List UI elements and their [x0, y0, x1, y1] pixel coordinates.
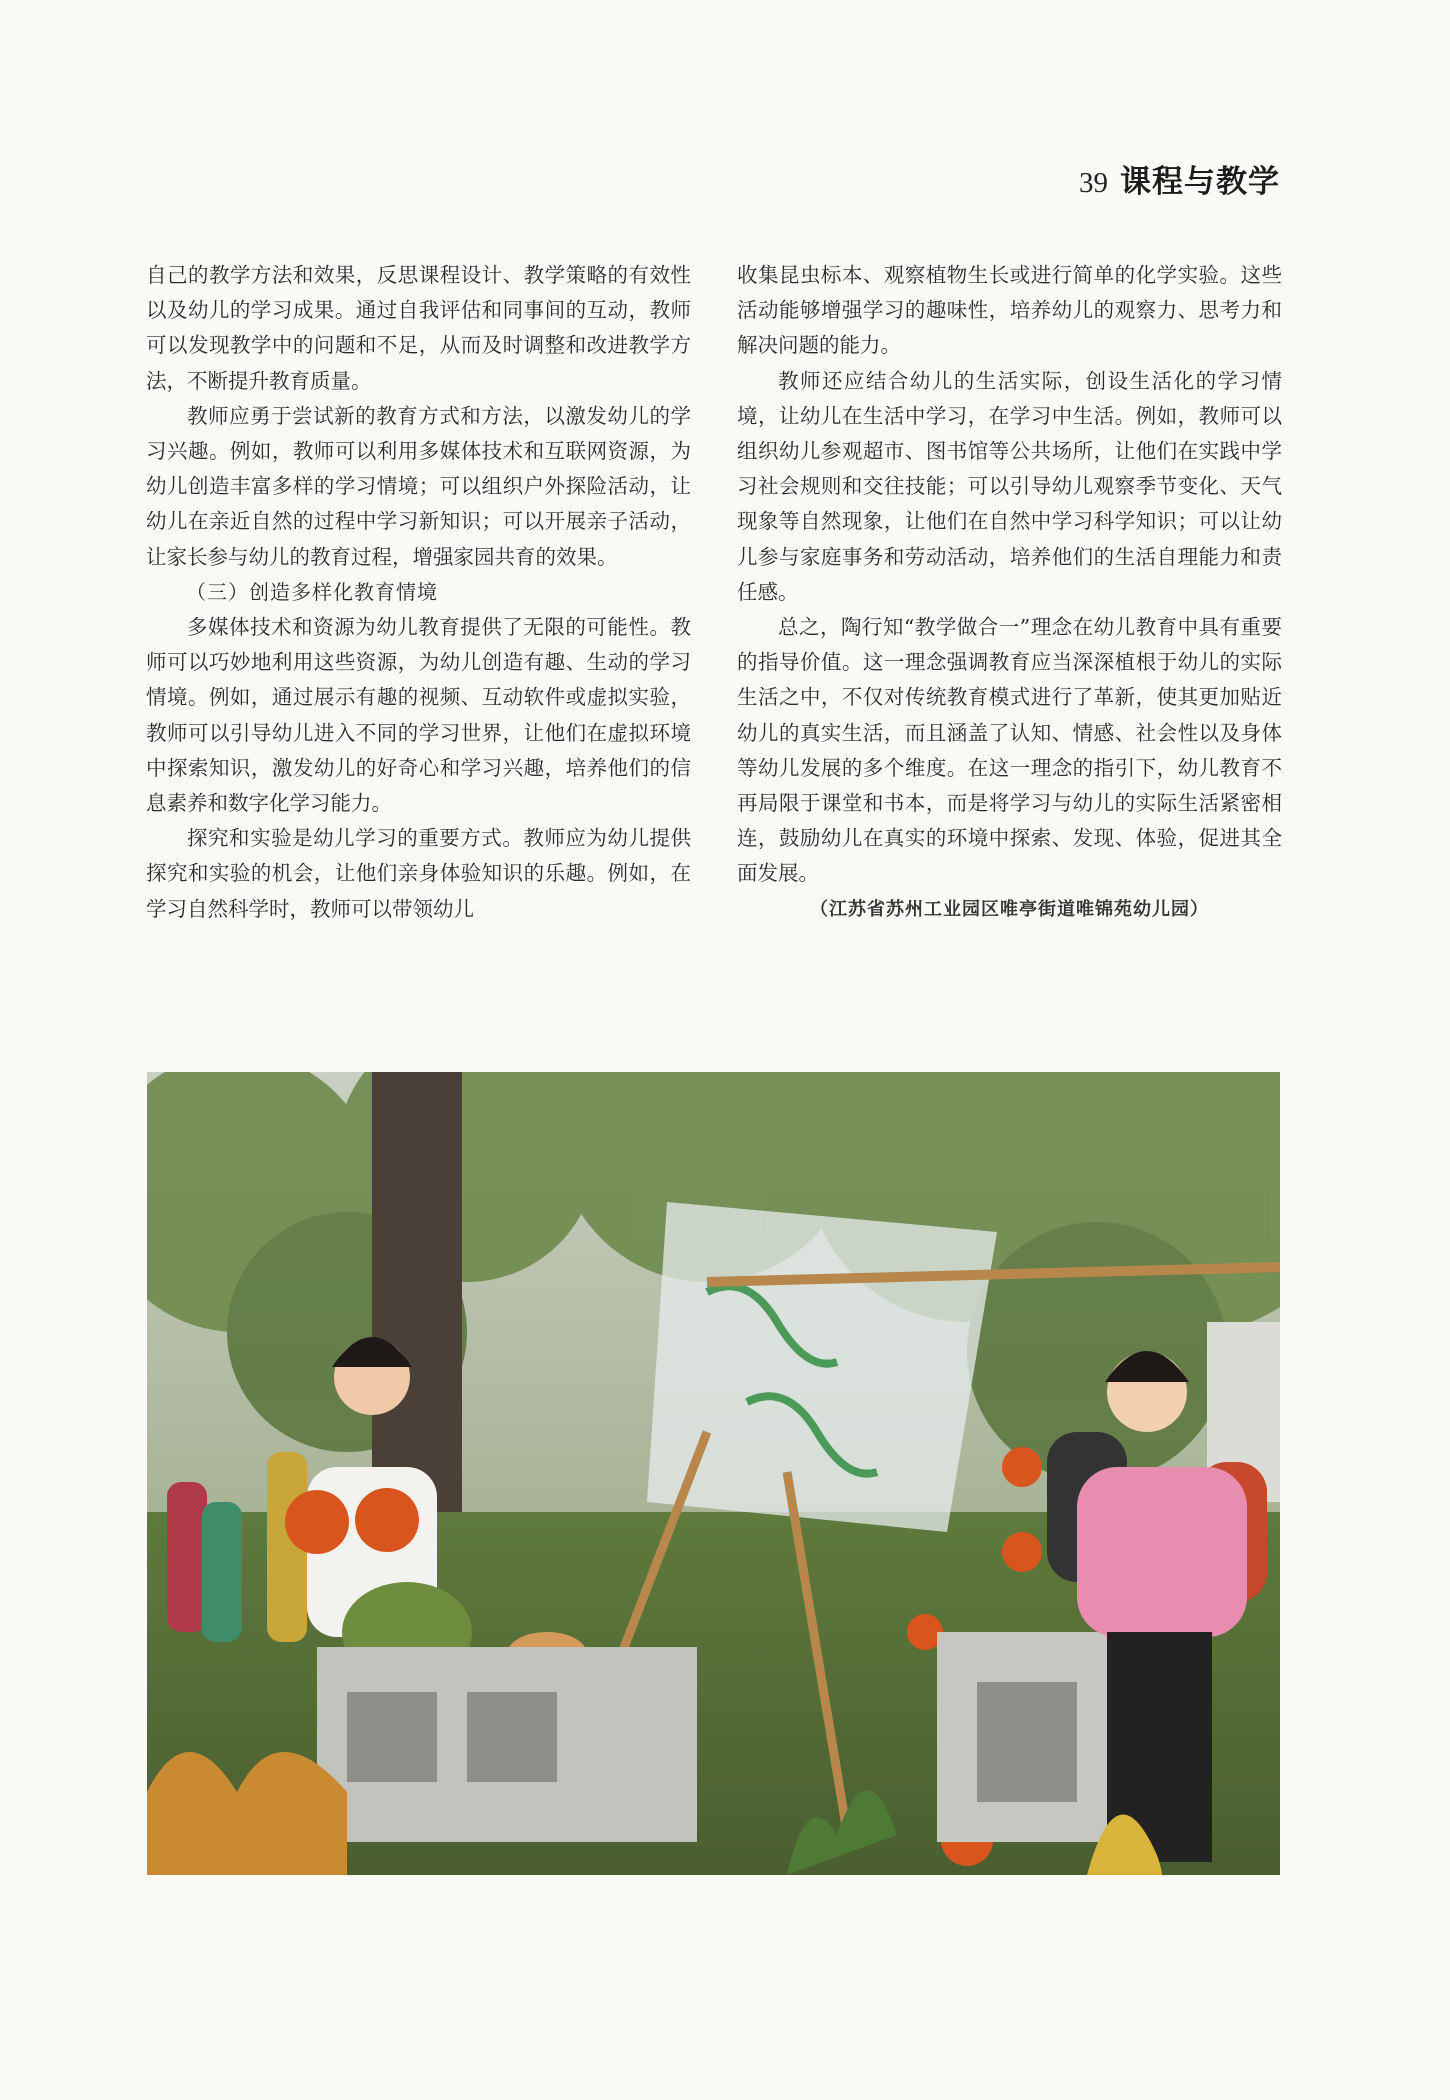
page-number: 39: [1079, 167, 1108, 199]
section-title: 课程与教学: [1120, 164, 1280, 200]
left-column: [146, 258, 691, 927]
author-affiliation: （江苏省苏州工业园区唯亭街道唯锦苑幼儿园）: [810, 898, 1209, 920]
paragraph: 收集昆虫标本、观察植物生长或进行简单的化学实验。这些活动能够增强学习的趣味性，培养幼儿的观察力、思考力和解决问题的能力。: [737, 263, 1282, 358]
paragraph: 探究和实验是幼儿学习的重要方式。教师应为幼儿提供探究和实验的机会，让他们亲身体验知识的乐趣。例如，在学习自然科学时，教师可以带领幼儿: [146, 826, 691, 921]
paragraph: 教师应勇于尝试新的教育方式和方法，以激发幼儿的学习兴趣。例如，教师可以利用多媒体技术和互联网资源，为幼儿创造丰富多样的学习情境；可以组织户外探险活动，让幼儿在亲近自然的过程中学习新知识；可以开展亲子活动，让家长参与幼儿的教育过程，增强家园共育的效果。: [146, 403, 691, 569]
page-header: [1079, 156, 1280, 201]
paragraph: 多媒体技术和资源为幼儿教育提供了无限的可能性。教师可以巧妙地利用这些资源，为幼儿创造有趣、生动的学习情境。例如，通过展示有趣的视频、互动软件或虚拟实验，教师可以引导幼儿进入不同的学习世界，让他们在虚拟环境中探索知识，激发幼儿的好奇心和学习兴趣，培养他们的信息素养和数字化学习能力。: [146, 615, 691, 816]
right-column: [737, 258, 1282, 927]
paragraph: 总之，陶行知“教学做合一”理念在幼儿教育中具有重要的指导价值。这一理念强调教育应当深深植根于幼儿的实际生活之中，不仅对传统教育模式进行了革新，使其更加贴近幼儿的真实生活，而且涵盖了认知、情感、社会性以及身体等幼儿发展的多个维度。在这一理念的指引下，幼儿教育不再局限于课堂和书本，而是将学习与幼儿的实际生活紧密相连，鼓励幼儿在真实的环境中探索、发现、体验，促进其全面发展。: [737, 615, 1282, 886]
kindergarten-photo: [147, 1072, 1280, 1875]
photo-illustration: [147, 1072, 1280, 1875]
paragraph: 自己的教学方法和效果，反思课程设计、教学策略的有效性以及幼儿的学习成果。通过自我评估和同事间的互动，教师可以发现教学中的问题和不足，从而及时调整和改进教学方法，不断提升教育质量。: [146, 263, 691, 393]
paragraph: 教师还应结合幼儿的生活实际，创设生活化的学习情境，让幼儿在生活中学习，在学习中生活。例如，教师可以组织幼儿参观超市、图书馆等公共场所，让他们在实践中学习社会规则和交往技能；可以引导幼儿观察季节变化、天气现象等自然现象，让他们在自然中学习科学知识；可以让幼儿参与家庭事务和劳动活动，培养他们的生活自理能力和责任感。: [737, 368, 1282, 604]
section-subheading: （三）创造多样化教育情境: [186, 579, 438, 604]
